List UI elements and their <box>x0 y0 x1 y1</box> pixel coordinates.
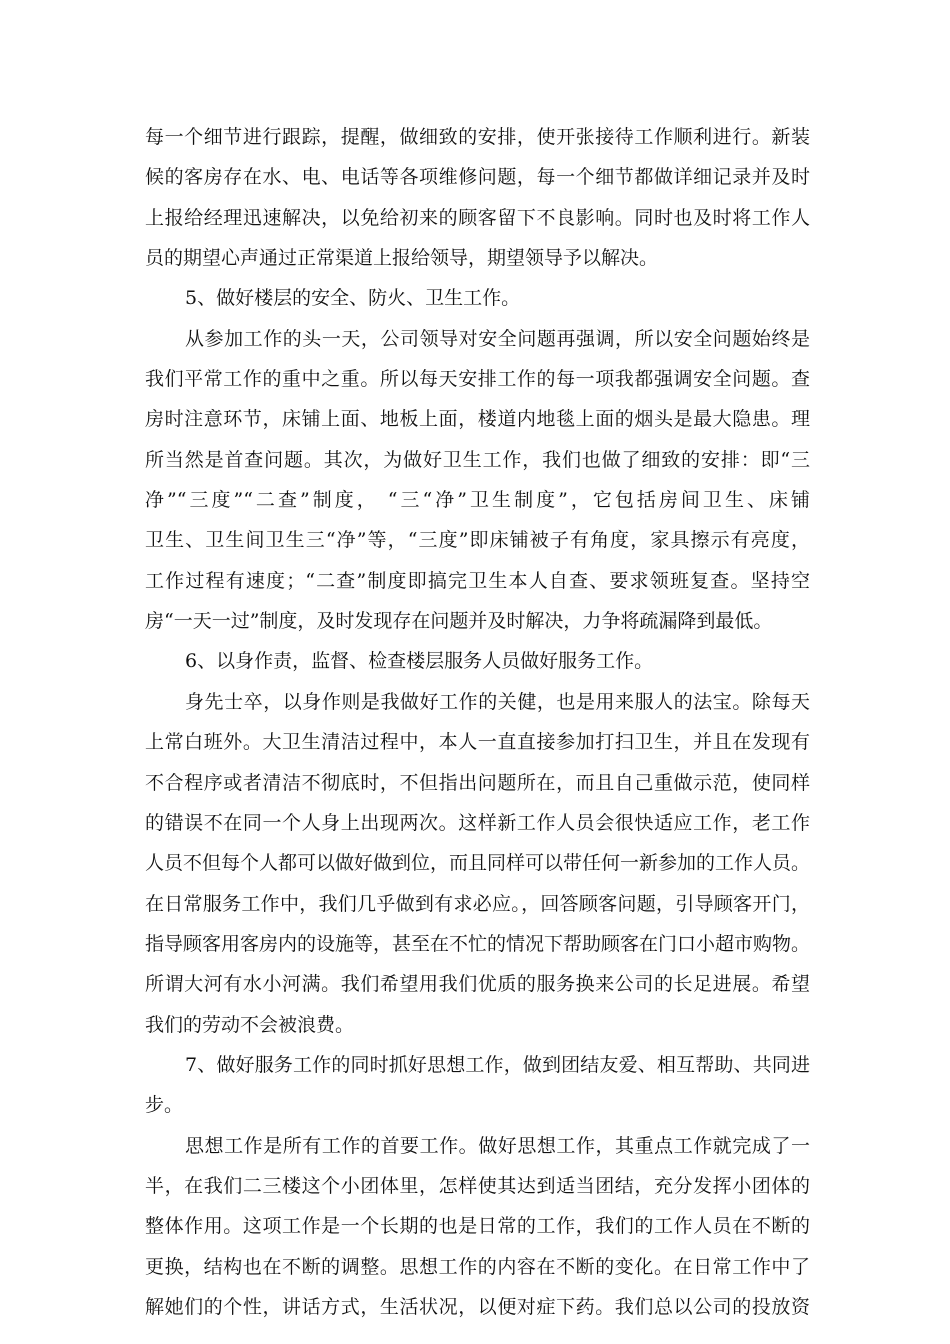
text-line: 7、做好服务工作的同时抓好思想工作，做到团结友爱、相互帮助、共同进 <box>185 1053 810 1076</box>
text-line: 工作过程有速度；“二查”制度即搞完卫生本人自查、要求领班复查。坚持空 <box>145 569 810 592</box>
text-line: 候的客房存在水、电、电话等各项维修问题，每一个细节都做详细记录并及时 <box>145 166 810 189</box>
text-line: 上常白班外。大卫生清洁过程中，本人一直直接参加打扫卫生，并且在发现有 <box>145 731 810 754</box>
document-body <box>145 117 810 1327</box>
text-line: 的错误不在同一个人身上出现两次。这样新工作人员会很快适应工作，老工作 <box>145 811 810 834</box>
text-line: 从参加工作的头一天，公司领导对安全问题再强调，所以安全问题始终是 <box>185 327 810 350</box>
text-line: 6、以身作责，监督、检查楼层服务人员做好服务工作。 <box>185 650 654 673</box>
text-line: 人员不但每个人都可以做好做到位，而且同样可以带任何一新参加的工作人员。 <box>145 852 811 875</box>
text-line: 解她们的个性，讲话方式，生活状况，以便对症下药。我们总以公司的投放资 <box>145 1295 810 1318</box>
text-line: 所当然是首查问题。其次，为做好卫生工作，我们也做了细致的安排：即“三 <box>145 448 810 471</box>
text-line: 指导顾客用客房内的设施等，甚至在不忙的情况下帮助顾客在门口小超市购物。 <box>145 932 811 955</box>
text-line: 更换，结构也在不断的调整。思想工作的内容在不断的变化。在日常工作中了 <box>145 1255 810 1278</box>
text-line: 上报给经理迅速解决，以免给初来的顾客留下不良影响。同时也及时将工作人 <box>145 206 810 229</box>
text-line: 在日常服务工作中，我们几乎做到有求必应。，回答顾客问题，引导顾客开门， <box>145 892 810 915</box>
text-line: 房时注意环节，床铺上面、地板上面，楼道内地毯上面的烟头是最大隐患。理 <box>145 408 810 431</box>
text-line: 不合程序或者清洁不彻底时，不但指出问题所在，而且自己重做示范，使同样 <box>145 771 810 794</box>
text-line: 所谓大河有水小河满。我们希望用我们优质的服务换来公司的长足进展。希望 <box>145 973 810 996</box>
text-line: 每一个细节进行跟踪，提醒，做细致的安排，使开张接待工作顺利进行。新装 <box>145 126 810 148</box>
text-line: 卫生、卫生间卫生三“净”等，“三度”即床铺被子有角度，家具擦示有亮度， <box>145 529 810 552</box>
text-line: 员的期望心声通过正常渠道上报给领导，期望领导予以解决。 <box>145 247 659 270</box>
text-line: 思想工作是所有工作的首要工作。做好思想工作，其重点工作就完成了一 <box>185 1134 810 1157</box>
text-line: 半，在我们二三楼这个小团体里，怎样使其达到适当团结，充分发挥小团体的 <box>145 1174 810 1197</box>
text-line: 我们的劳动不会被浪费。 <box>145 1013 355 1036</box>
text-line: 净”“三度”“二查”制度， “三“净”卫生制度”，它包括房间卫生、床铺 <box>145 489 810 512</box>
text-line: 房“一天一过”制度，及时发现存在问题并及时解决，力争将疏漏降到最低。 <box>145 610 773 633</box>
text-line: 5、做好楼层的安全、防火、卫生工作。 <box>185 287 521 310</box>
text-line: 整体作用。这项工作是一个长期的也是日常的工作，我们的工作人员在不断的 <box>145 1215 810 1238</box>
text-line: 身先士卒，以身作则是我做好工作的关健，也是用来服人的法宝。除每天 <box>185 690 810 713</box>
text-line: 步。 <box>145 1094 184 1117</box>
text-line: 我们平常工作的重中之重。所以每天安排工作的每一项我都强调安全问题。查 <box>145 368 810 391</box>
